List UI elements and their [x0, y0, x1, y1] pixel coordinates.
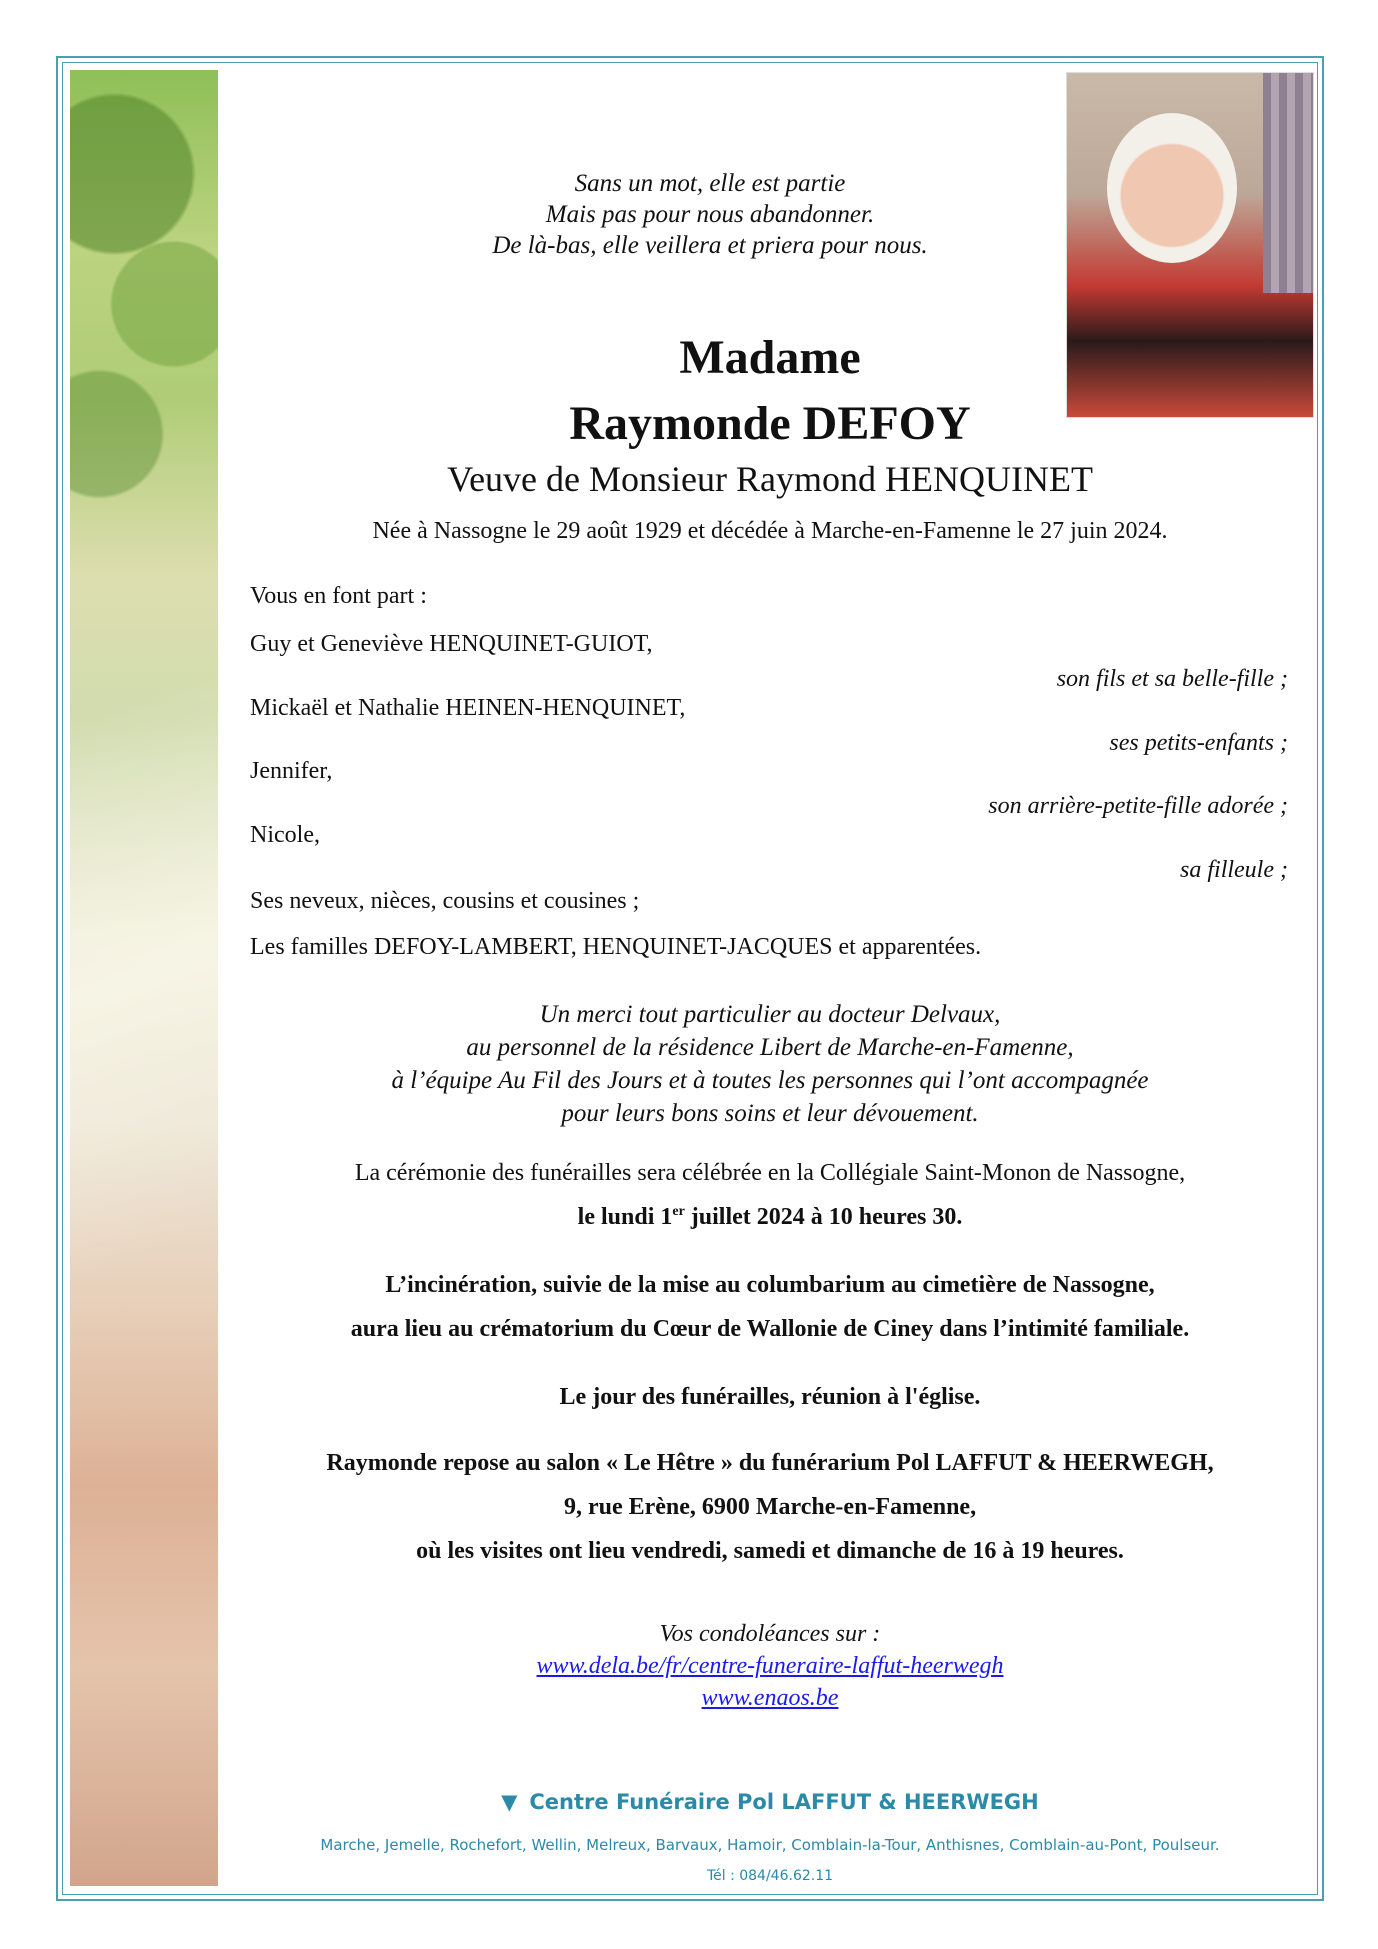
honorific-title: Madame — [679, 331, 861, 384]
funeral-home-name — [250, 1790, 1290, 1814]
birth-death-line: Née à Nassogne le 29 août 1929 et décédée à Marche-en-Famenne le 27 juin 2024. — [372, 518, 1168, 544]
ceremony-line: La cérémonie des funérailles sera célébrée en la Collégiale Saint-Monon de Nassogne, — [354, 1160, 1186, 1186]
condolences-link-dela[interactable]: www.dela.be/fr/centre-funeraire-laffut-heerwegh — [536, 1653, 1004, 1679]
family-member-name: Mickaël et Nathalie HEINEN-HENQUINET, — [250, 695, 686, 721]
widow-of: Veuve de Monsieur Raymond HENQUINET — [447, 459, 1093, 499]
deceased-name: Raymonde DEFOY — [569, 397, 971, 450]
ceremony-date-sup: er — [672, 1204, 685, 1219]
family-extended: Les familles DEFOY-LAMBERT, HENQUINET-JACQUES et apparentées. — [250, 934, 982, 960]
poem-line: Sans un mot, elle est partie — [574, 170, 846, 197]
thanks-line: Un merci tout particulier au docteur Delvaux, — [539, 1001, 1001, 1028]
family-member-relation: ses petits-enfants ; — [1109, 730, 1288, 756]
family-member-relation: son fils et sa belle-fille ; — [1056, 666, 1288, 692]
address-line: 9, rue Erène, 6900 Marche-en-Famenne, — [563, 1494, 977, 1520]
down-triangle-icon: ▼ — [501, 1790, 518, 1814]
funeral-home-towns: Marche, Jemelle, Rochefort, Wellin, Melreux, Barvaux, Hamoir, Comblain-la-Tour, Anthisnes, Comblain-au-Pont, Poulseur. — [320, 1836, 1220, 1854]
poem — [250, 168, 1170, 261]
visiting-hours-line: où les visites ont lieu vendredi, samedi et dimanche de 16 à 19 heures. — [416, 1538, 1124, 1564]
thanks-line: pour leurs bons soins et leur dévouement. — [561, 1100, 979, 1127]
family-member-name: Jennifer, — [250, 758, 333, 784]
cremation-line: L’incinération, suivie de la mise au columbarium au cimetière de Nassogne, — [385, 1272, 1155, 1298]
thanks-line: à l’équipe Au Fil des Jours et à toutes les personnes qui l’ont accompagnée — [391, 1067, 1149, 1094]
forest-path-image — [70, 70, 218, 1886]
ceremony-date-prefix: le lundi 1 — [577, 1204, 673, 1230]
cremation-line: aura lieu au crématorium du Cœur de Wallonie de Ciney dans l’intimité familiale. — [350, 1316, 1190, 1342]
poem-line: Mais pas pour nous abandonner. — [545, 201, 875, 228]
family-member-name: Nicole, — [250, 822, 320, 848]
family-member-name: Guy et Geneviève HENQUINET-GUIOT, — [250, 631, 653, 657]
light-rays-decoration — [70, 70, 218, 1886]
condolences-link-enaos[interactable]: www.enaos.be — [701, 1685, 839, 1711]
funeral-home-phone: Tél : 084/46.62.11 — [706, 1868, 834, 1884]
photo-background-curtain — [1263, 73, 1313, 293]
family-member-relation: sa filleule ; — [1180, 857, 1288, 883]
condolences-label: Vos condoléances sur : — [659, 1621, 881, 1647]
viewing-line: Raymonde repose au salon « Le Hêtre » du funérarium Pol LAFFUT & HEERWEGH, — [326, 1450, 1214, 1476]
family-intro: Vous en font part : — [250, 583, 427, 609]
ceremony-date — [250, 1204, 1290, 1231]
poem-line: De là-bas, elle veillera et priera pour nous. — [492, 232, 928, 259]
thanks-line: au personnel de la résidence Libert de Marche-en-Famenne, — [466, 1034, 1074, 1061]
thanks-block — [250, 998, 1290, 1130]
ceremony-date-suffix: juillet 2024 à 10 heures 30. — [684, 1204, 963, 1230]
condolences-block — [250, 1618, 1290, 1714]
funeral-home-label: Centre Funéraire Pol LAFFUT & HEERWEGH — [529, 1790, 1039, 1814]
family-extended: Ses neveux, nièces, cousins et cousines ; — [250, 888, 640, 914]
family-member-relation: son arrière-petite-fille adorée ; — [988, 793, 1288, 819]
gathering-line: Le jour des funérailles, réunion à l'église. — [559, 1384, 981, 1410]
